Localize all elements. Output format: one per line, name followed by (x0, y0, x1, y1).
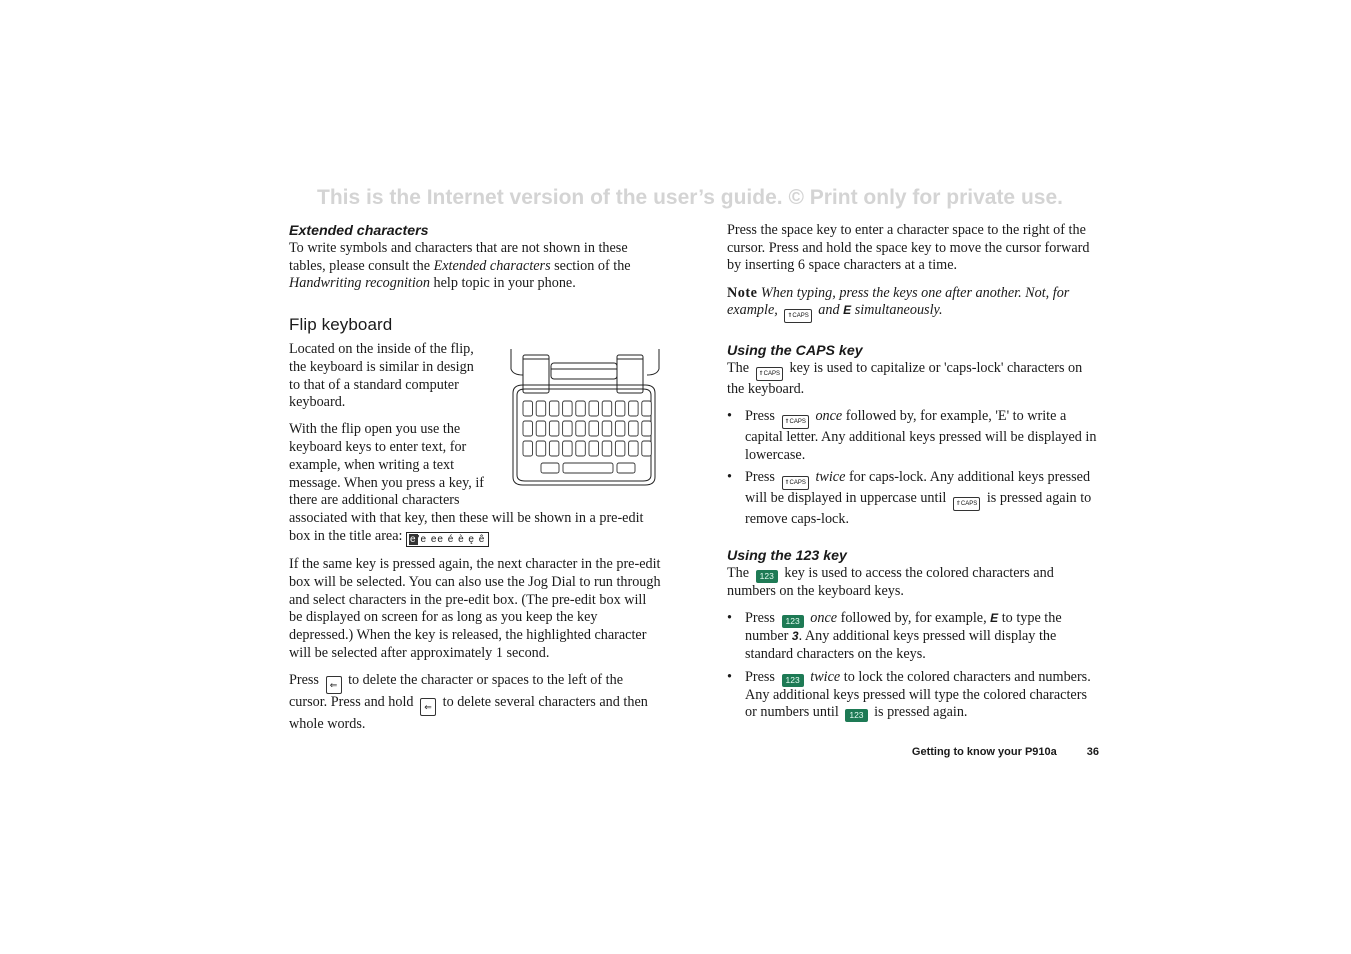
preedit-box: e'e ee é è ę ê (406, 532, 489, 547)
extended-characters-heading: Extended characters (289, 223, 429, 239)
keyboard-key (589, 421, 599, 436)
keyboard-key (536, 421, 546, 436)
caps-key-icon: ⇑CAPS (782, 476, 809, 490)
footer-chapter: Getting to know your P910a (911, 746, 1057, 758)
keyboard-key (523, 401, 533, 416)
keyboard-key (615, 421, 625, 436)
right-column (727, 222, 1099, 731)
delete-key-icon: ⇐ (420, 698, 436, 716)
watermark-text: This is the Internet version of the user’s guide. © Print only for private use. (317, 186, 1063, 209)
keyboard-key (642, 441, 652, 456)
keyboard-key (642, 401, 652, 416)
keyboard-key (615, 401, 625, 416)
keyboard-key (589, 441, 599, 456)
keyboard-key (549, 401, 559, 416)
keyboard-key (549, 421, 559, 436)
flip-keyboard-paragraph-1: Located on the inside of the flip, the keyboard is similar in design to that of a standard computer keyboard. (289, 341, 474, 411)
list-item: • Press ⇑CAPS once followed by, for example, 'E' to write a capital letter. Any additional keys pressed will be displayed in lowercase. (727, 408, 1099, 464)
keyboard-key (629, 401, 639, 416)
keyboard-key (629, 421, 639, 436)
flip-keyboard-paragraph-2: With the flip open you use the keyboard keys to enter text, for example, when writing a text message. When you press a key, if there are additional characters associated with that key, then these will be shown in a pre-edit box in the title area: e'e ee é è ę ê (289, 421, 644, 545)
123-key-icon: 123 (845, 709, 867, 722)
123-key-icon: 123 (782, 615, 804, 628)
caps-key-icon: ⇑CAPS (756, 367, 783, 381)
123-key-paragraph: The 123 key is used to access the colored characters and numbers on the keyboard keys. (727, 565, 1054, 600)
space-key-paragraph: Press the space key to enter a character space to the right of the cursor. Press and hold the space key to move the cursor forward by inserting 6 space characters at a time. (727, 222, 1090, 274)
flip-keyboard-heading: Flip keyboard (289, 315, 393, 335)
caps-key-paragraph: The ⇑CAPS key is used to capitalize or 'caps-lock' characters on the keyboard. (727, 359, 1083, 397)
keyboard-key (576, 421, 586, 436)
delete-key-icon: ⇐ (326, 676, 342, 694)
keyboard-icon (499, 345, 669, 493)
keyboard-key (629, 441, 639, 456)
caps-key-list (727, 408, 1099, 529)
note-paragraph: Note When typing, press the keys one after another. Not, for example, ⇑CAPS and E simultaneously. (727, 285, 1099, 324)
extended-characters-paragraph: To write symbols and characters that are not shown in these tables, please consult the Extended characters section of the Handwriting recognition help topic in your phone. (289, 240, 631, 292)
keyboard-key (523, 421, 533, 436)
keyboard-key (523, 441, 533, 456)
left-column (289, 222, 661, 743)
list-item: • Press 123 once followed by, for example, E to type the number 3. Any additional keys pressed will display the standard characters on the keys. (727, 610, 1099, 663)
keyboard-key (642, 421, 652, 436)
list-item: • Press ⇑CAPS twice for caps-lock. Any additional keys pressed will be displayed in uppercase until ⇑CAPS is pressed again to remove caps-lock. (727, 469, 1099, 529)
keyboard-key (563, 401, 573, 416)
keyboard-key (549, 441, 559, 456)
caps-key-icon: ⇑CAPS (953, 497, 980, 511)
flip-keyboard-illustration (499, 345, 669, 495)
keyboard-key (615, 441, 625, 456)
keyboard-key (563, 421, 573, 436)
keyboard-key (602, 421, 612, 436)
caps-key-icon: ⇑CAPS (784, 309, 811, 323)
flip-keyboard-paragraph-3: If the same key is pressed again, the next character in the pre-edit box will be selected. You can also use the Jog Dial to run through and select characters in the pre-edit box. (The pre-edit box will be displayed on screen for as long as you keep the key depressed.) When the key is released, the highlighted character will be selected after approximately 1 second. (289, 556, 661, 661)
keyboard-key (576, 441, 586, 456)
keyboard-key (536, 441, 546, 456)
delete-key-paragraph: Press ⇐ to delete the character or spaces to the left of the cursor. Press and hold ⇐ to delete several characters and then whole words. (289, 671, 648, 732)
keyboard-key (563, 441, 573, 456)
list-item: • Press 123 twice to lock the colored characters and numbers. Any additional keys pressed will type the colored characters or numbers until 123 is pressed again. (727, 669, 1099, 723)
keyboard-key (576, 401, 586, 416)
page-footer (727, 746, 1099, 758)
keyboard-key (589, 401, 599, 416)
caps-key-icon: ⇑CAPS (782, 415, 809, 429)
caps-key-heading: Using the CAPS key (727, 342, 863, 359)
123-key-list (727, 610, 1099, 722)
keyboard-key (602, 441, 612, 456)
123-key-icon: 123 (756, 570, 778, 583)
page-number: 36 (1086, 746, 1099, 758)
123-key-icon: 123 (782, 674, 804, 687)
123-key-heading: Using the 123 key (727, 548, 847, 565)
keyboard-key (602, 401, 612, 416)
keyboard-key (536, 401, 546, 416)
